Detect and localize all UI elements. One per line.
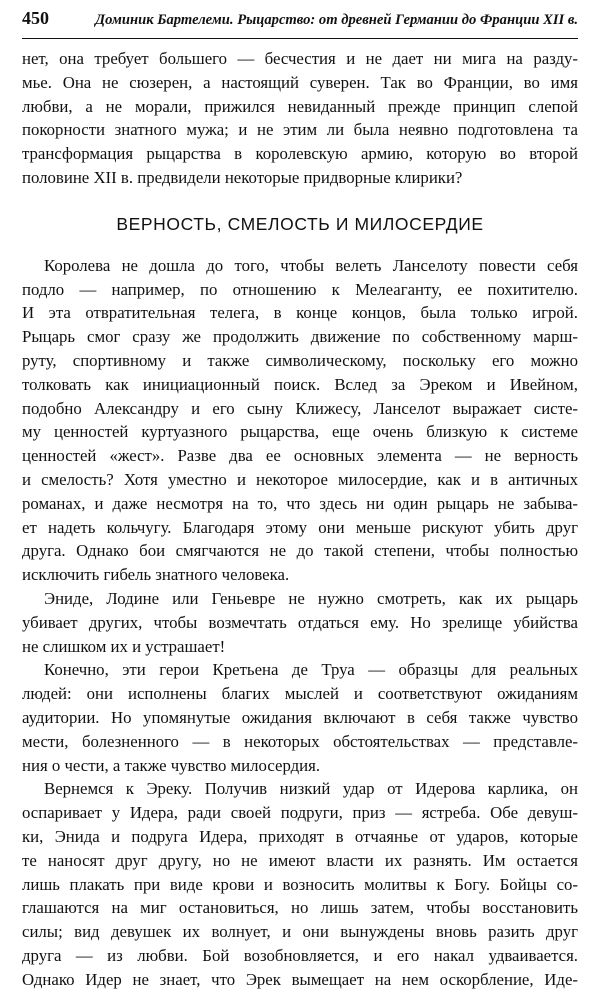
text-line: людей: они исполнены благих мыслей и соответствуют ожиданиям xyxy=(22,684,578,704)
text-line: друга — из любви. Бой возобновляется, и его накал удваивается. xyxy=(22,945,578,965)
text-line: любви, а не морали, прижился невиданный прежде принцип слепой xyxy=(22,96,578,116)
text-line: Однако Идер не знает, что Эрек вымещает на нем оскорбление, Иде- xyxy=(22,969,578,989)
text-line: ценностей «жест». Разве два ее основных элемента — не верность xyxy=(22,446,578,466)
text-line: толковать как инициационный поиск. Вслед за Эреком и Ивейном, xyxy=(22,374,578,394)
text-line: Эниде, Лодине или Геньевре не нужно смотреть, как их рыцарь xyxy=(44,588,578,608)
text-line: романах, и даже несмотря на то, что здесь ни один рыцарь не забыва- xyxy=(22,493,578,513)
intro-paragraph xyxy=(22,47,578,190)
text-line: трансформация рыцарства в королевскую армию, которую во второй xyxy=(22,144,578,164)
text-line: руту, спортивному и также символическому, поскольку его можно xyxy=(22,350,578,370)
text-line: подобно Александру и его сыну Клижесу, Ланселот выражает систе- xyxy=(22,398,578,418)
running-title: Доминик Бартелеми. Рыцарство: от древней Германии до Франции XII в. xyxy=(95,12,578,28)
text-line: половине XII в. предвидели некоторые придворные клирики? xyxy=(22,167,463,187)
text-line: исключить гибель знатного человека. xyxy=(22,565,290,585)
running-header xyxy=(22,8,578,34)
text-line: глашаются на миг остановиться, но лишь затем, чтобы восстановить xyxy=(22,898,578,918)
paragraph-3 xyxy=(22,658,578,777)
text-line: И эта отвратительная телега, в конце концов, была только игрой. xyxy=(22,303,578,323)
paragraph-2 xyxy=(22,587,578,658)
paragraph-1 xyxy=(22,254,578,587)
text-line: му ценностей куртуазного рыцарства, еще очень близкую к системе xyxy=(22,422,578,442)
text-line: друга. Однако бои смягчаются не до такой степени, чтобы полностью xyxy=(22,541,578,561)
text-line: Конечно, эти герои Кретьена де Труа — образцы для реальных xyxy=(44,660,578,680)
text-line: мести, болезненного — в некоторых обстоятельствах — представле- xyxy=(22,731,578,751)
text-line: Рыцарь смог сразу же продолжить движение по собственному марш- xyxy=(22,327,578,347)
text-line: убивает других, чтобы возмечтать отдаться ему. Но зрелище убийства xyxy=(22,612,578,632)
text-line: те наносят друг другу, но не имеют власти их разнять. Им остается xyxy=(22,850,578,870)
text-line: ки, Энида и подруга Идера, приходят в отчаянье от ударов, которые xyxy=(22,826,578,846)
text-line: ния о чести, а также чувство милосердия. xyxy=(22,755,321,775)
text-line: мье. Она не сюзерен, а настоящий суверен. Так во Франции, во имя xyxy=(22,72,578,92)
text-line: лишь плакать при виде крови и возносить молитвы к Богу. Бойцы со- xyxy=(22,874,578,894)
text-line: силы; вид девушек их волнует, и они вынуждены вновь разить друг xyxy=(22,922,578,942)
text-line: аудитории. Но упомянутые ожидания включают в себя также чувство xyxy=(22,707,578,727)
paragraph-4 xyxy=(22,777,578,991)
header-rule xyxy=(22,38,578,39)
page-number: 450 xyxy=(22,8,49,28)
text-line: ет надеть кольчугу. Благодаря этому они меньше рискуют убить друг xyxy=(22,517,578,537)
text-line: и смелость? Хотя уместно и некоторое милосердие, как и в античных xyxy=(22,469,578,489)
section-title: ВЕРНОСТЬ, СМЕЛОСТЬ И МИЛОСЕРДИЕ xyxy=(116,213,484,234)
text-line: подло — например, по отношению к Мелеаганту, ее похитителю. xyxy=(22,279,578,299)
text-line: Вернемся к Эреку. Получив низкий удар от Идерова карлика, он xyxy=(44,779,578,799)
text-line: оспаривает у Идера, ради своей подруги, приз — ястреба. Обе девуш- xyxy=(22,803,578,823)
text-line: Королева не дошла до того, чтобы велеть Ланселоту повести себя xyxy=(44,255,578,275)
text-line: нет, она требует большего — бесчестия и не дает ни мига на разду- xyxy=(22,49,578,68)
text-line: не слишком их и устрашает! xyxy=(22,636,226,656)
text-line: покорности знатного мужа; и не этим ли была неявно подготовлена та xyxy=(22,120,578,140)
